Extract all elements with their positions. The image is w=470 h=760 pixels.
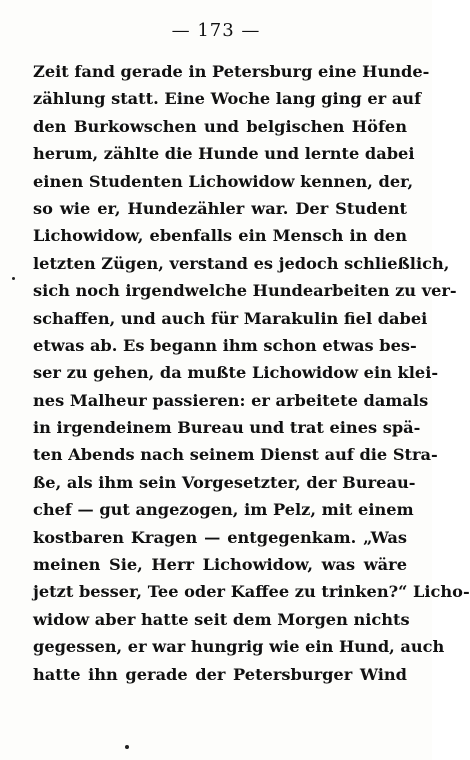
text-line: kostbaren Kragen — entgegenkam. „Was <box>33 527 407 547</box>
text-line: den Burkowschen und belgischen Höfen <box>33 116 407 136</box>
text-line: hatte ihn gerade der Petersburger Wind <box>33 664 407 684</box>
text-line: sich noch irgendwelche Hundearbeiten zu ver- <box>33 281 457 301</box>
text-line: ße, als ihm sein Vorgesetzter, der Bureau- <box>33 472 416 492</box>
text-line: widow aber hatte seit dem Morgen nichts <box>33 609 410 629</box>
text-line: in irgendeinem Bureau und trat eines spä- <box>33 418 421 438</box>
text-line: nes Malheur passieren: er arbeitete damals <box>33 390 429 410</box>
text-line: meinen Sie, Herr Lichowidow, was wäre <box>33 555 407 575</box>
text-line: jetzt besser, Tee oder Kaffee zu trinken?“ Licho- <box>33 582 470 602</box>
text-line: so wie er, Hundezähler war. Der Student <box>33 198 407 218</box>
text-line: Zeit fand gerade in Petersburg eine Hunde- <box>33 62 430 81</box>
text-line: etwas ab. Es begann ihm schon etwas bes- <box>33 335 417 355</box>
print-speck <box>125 745 129 749</box>
text-line: gegessen, er war hungrig wie ein Hund, auch <box>33 637 445 657</box>
print-speck <box>12 277 15 280</box>
text-line: schaffen, und auch für Marakulin fiel dabei <box>33 308 428 328</box>
text-line: herum, zählte die Hunde und lernte dabei <box>33 144 415 164</box>
text-line: Lichowidow, ebenfalls ein Mensch in den <box>33 226 407 246</box>
text-line: ser zu gehen, da mußte Lichowidow ein klei- <box>33 363 439 383</box>
body-text <box>33 58 470 688</box>
text-line: ten Abends nach seinem Dienst auf die Stra- <box>33 445 438 465</box>
text-line: letzten Zügen, verstand es jedoch schließlich, <box>33 253 450 273</box>
text-line: zählung statt. Eine Woche lang ging er auf <box>33 89 422 109</box>
page-number: — 173 — <box>171 20 261 41</box>
text-line: einen Studenten Lichowidow kennen, der, <box>33 171 414 191</box>
text-line: chef — gut angezogen, im Pelz, mit einem <box>33 500 414 520</box>
